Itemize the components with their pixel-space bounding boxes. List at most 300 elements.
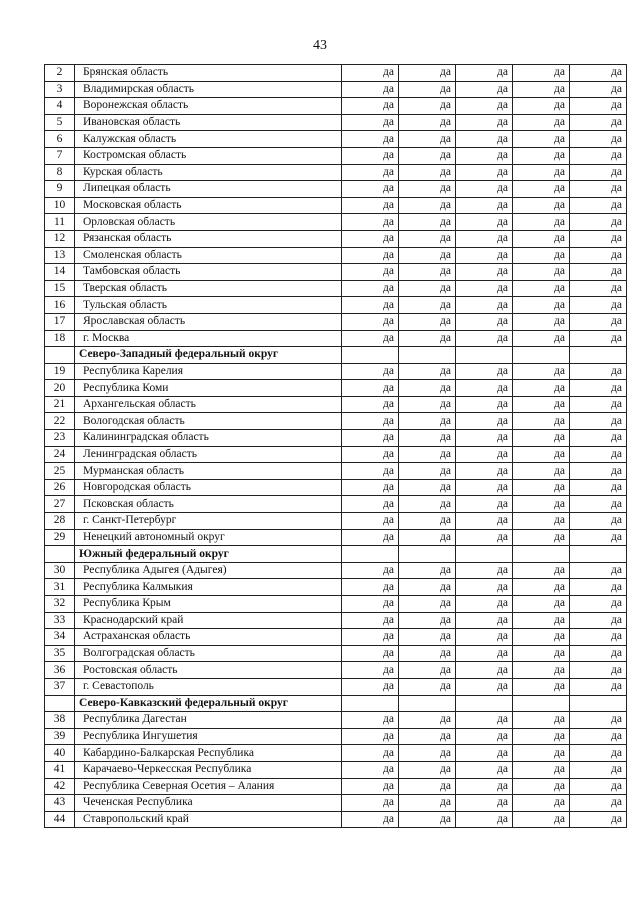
- region-name-cell: Ленинградская область: [75, 446, 342, 463]
- table-row: [45, 396, 627, 413]
- value-cell-3: да: [456, 430, 513, 447]
- value-cell-2: да: [399, 413, 456, 430]
- value-cell-3: да: [456, 264, 513, 281]
- value-cell-4: да: [513, 181, 570, 198]
- value-cell-1: да: [342, 131, 399, 148]
- region-name-cell: Чеченская Республика: [75, 795, 342, 812]
- value-cell-2: да: [399, 330, 456, 347]
- district-header-row: [45, 347, 627, 364]
- value-cell-1: да: [342, 479, 399, 496]
- row-number-cell: 4: [45, 98, 75, 115]
- value-cell-5: да: [570, 513, 627, 530]
- value-cell-1: да: [342, 778, 399, 795]
- table-row: [45, 197, 627, 214]
- row-number-cell: 27: [45, 496, 75, 513]
- value-cell-4: да: [513, 230, 570, 247]
- value-cell-2: да: [399, 297, 456, 314]
- value-cell-2: [399, 347, 456, 364]
- table-row: [45, 529, 627, 546]
- value-cell-2: да: [399, 264, 456, 281]
- value-cell-1: [342, 695, 399, 712]
- value-cell-3: [456, 347, 513, 364]
- row-number-cell: 36: [45, 662, 75, 679]
- table-row: [45, 479, 627, 496]
- value-cell-5: да: [570, 612, 627, 629]
- value-cell-4: да: [513, 496, 570, 513]
- value-cell-4: да: [513, 247, 570, 264]
- value-cell-2: да: [399, 662, 456, 679]
- value-cell-4: да: [513, 330, 570, 347]
- value-cell-2: да: [399, 65, 456, 82]
- value-cell-2: да: [399, 214, 456, 231]
- row-number-cell: 43: [45, 795, 75, 812]
- value-cell-3: да: [456, 313, 513, 330]
- row-number-cell: 3: [45, 81, 75, 98]
- table-row: [45, 280, 627, 297]
- region-name-cell: г. Санкт-Петербург: [75, 513, 342, 530]
- value-cell-5: да: [570, 396, 627, 413]
- table-row: [45, 496, 627, 513]
- table-body: [45, 65, 627, 828]
- table-row: [45, 363, 627, 380]
- row-number-cell: [45, 546, 75, 563]
- region-name-cell: Республика Калмыкия: [75, 579, 342, 596]
- value-cell-1: да: [342, 579, 399, 596]
- value-cell-2: да: [399, 446, 456, 463]
- value-cell-1: да: [342, 712, 399, 729]
- value-cell-5: да: [570, 811, 627, 828]
- district-name-cell: Южный федеральный округ: [75, 546, 342, 563]
- region-name-cell: Архангельская область: [75, 396, 342, 413]
- region-name-cell: Брянская область: [75, 65, 342, 82]
- value-cell-2: да: [399, 247, 456, 264]
- value-cell-4: да: [513, 811, 570, 828]
- table-row: [45, 662, 627, 679]
- value-cell-1: да: [342, 645, 399, 662]
- row-number-cell: 11: [45, 214, 75, 231]
- value-cell-2: да: [399, 280, 456, 297]
- district-header-row: [45, 695, 627, 712]
- row-number-cell: 29: [45, 529, 75, 546]
- value-cell-1: [342, 546, 399, 563]
- value-cell-5: да: [570, 330, 627, 347]
- region-name-cell: Тамбовская область: [75, 264, 342, 281]
- value-cell-2: да: [399, 579, 456, 596]
- value-cell-3: [456, 546, 513, 563]
- value-cell-1: [342, 347, 399, 364]
- value-cell-1: да: [342, 513, 399, 530]
- row-number-cell: 16: [45, 297, 75, 314]
- region-name-cell: Тульская область: [75, 297, 342, 314]
- region-name-cell: Ярославская область: [75, 313, 342, 330]
- value-cell-5: да: [570, 795, 627, 812]
- region-name-cell: г. Москва: [75, 330, 342, 347]
- table-row: [45, 795, 627, 812]
- table-row: [45, 745, 627, 762]
- value-cell-5: да: [570, 147, 627, 164]
- value-cell-5: да: [570, 778, 627, 795]
- table-row: [45, 778, 627, 795]
- region-name-cell: Рязанская область: [75, 230, 342, 247]
- value-cell-3: да: [456, 513, 513, 530]
- region-name-cell: Калужская область: [75, 131, 342, 148]
- value-cell-5: да: [570, 131, 627, 148]
- value-cell-1: да: [342, 662, 399, 679]
- region-name-cell: Воронежская область: [75, 98, 342, 115]
- value-cell-5: да: [570, 164, 627, 181]
- value-cell-3: да: [456, 247, 513, 264]
- table-row: [45, 164, 627, 181]
- value-cell-3: да: [456, 612, 513, 629]
- value-cell-3: да: [456, 98, 513, 115]
- region-name-cell: Карачаево-Черкесская Республика: [75, 761, 342, 778]
- region-name-cell: г. Севастополь: [75, 678, 342, 695]
- region-name-cell: Республика Карелия: [75, 363, 342, 380]
- value-cell-4: да: [513, 463, 570, 480]
- value-cell-2: да: [399, 363, 456, 380]
- value-cell-1: да: [342, 678, 399, 695]
- value-cell-4: да: [513, 596, 570, 613]
- value-cell-2: да: [399, 164, 456, 181]
- value-cell-2: да: [399, 645, 456, 662]
- value-cell-2: да: [399, 678, 456, 695]
- value-cell-2: да: [399, 181, 456, 198]
- value-cell-5: [570, 347, 627, 364]
- value-cell-5: да: [570, 181, 627, 198]
- region-name-cell: Ненецкий автономный округ: [75, 529, 342, 546]
- value-cell-4: да: [513, 430, 570, 447]
- value-cell-1: да: [342, 396, 399, 413]
- row-number-cell: 22: [45, 413, 75, 430]
- table-row: [45, 214, 627, 231]
- value-cell-4: да: [513, 313, 570, 330]
- value-cell-1: да: [342, 214, 399, 231]
- table-row: [45, 297, 627, 314]
- value-cell-2: да: [399, 147, 456, 164]
- value-cell-3: да: [456, 330, 513, 347]
- region-name-cell: Астраханская область: [75, 629, 342, 646]
- row-number-cell: 26: [45, 479, 75, 496]
- value-cell-3: да: [456, 645, 513, 662]
- value-cell-5: да: [570, 678, 627, 695]
- value-cell-1: да: [342, 596, 399, 613]
- row-number-cell: 15: [45, 280, 75, 297]
- value-cell-3: да: [456, 795, 513, 812]
- value-cell-1: да: [342, 430, 399, 447]
- value-cell-2: да: [399, 795, 456, 812]
- table-row: [45, 596, 627, 613]
- value-cell-4: да: [513, 297, 570, 314]
- value-cell-1: да: [342, 496, 399, 513]
- value-cell-2: да: [399, 496, 456, 513]
- value-cell-3: да: [456, 65, 513, 82]
- row-number-cell: 40: [45, 745, 75, 762]
- table-row: [45, 230, 627, 247]
- row-number-cell: 24: [45, 446, 75, 463]
- value-cell-1: да: [342, 98, 399, 115]
- table-row: [45, 645, 627, 662]
- row-number-cell: 18: [45, 330, 75, 347]
- region-name-cell: Псковская область: [75, 496, 342, 513]
- value-cell-4: да: [513, 662, 570, 679]
- value-cell-2: да: [399, 463, 456, 480]
- value-cell-2: да: [399, 380, 456, 397]
- value-cell-4: да: [513, 396, 570, 413]
- district-header-row: [45, 546, 627, 563]
- region-name-cell: Республика Крым: [75, 596, 342, 613]
- value-cell-2: да: [399, 778, 456, 795]
- value-cell-3: да: [456, 197, 513, 214]
- value-cell-5: да: [570, 297, 627, 314]
- value-cell-5: да: [570, 446, 627, 463]
- value-cell-1: да: [342, 529, 399, 546]
- value-cell-3: да: [456, 811, 513, 828]
- value-cell-1: да: [342, 197, 399, 214]
- value-cell-1: да: [342, 413, 399, 430]
- value-cell-1: да: [342, 147, 399, 164]
- value-cell-5: да: [570, 728, 627, 745]
- value-cell-3: да: [456, 463, 513, 480]
- value-cell-3: да: [456, 678, 513, 695]
- table-row: [45, 264, 627, 281]
- value-cell-3: да: [456, 214, 513, 231]
- value-cell-3: да: [456, 363, 513, 380]
- region-name-cell: Волгоградская область: [75, 645, 342, 662]
- row-number-cell: 42: [45, 778, 75, 795]
- row-number-cell: 23: [45, 430, 75, 447]
- value-cell-5: да: [570, 214, 627, 231]
- value-cell-1: да: [342, 363, 399, 380]
- value-cell-1: да: [342, 264, 399, 281]
- value-cell-2: да: [399, 81, 456, 98]
- value-cell-2: [399, 546, 456, 563]
- value-cell-3: да: [456, 81, 513, 98]
- value-cell-3: да: [456, 297, 513, 314]
- value-cell-5: да: [570, 596, 627, 613]
- value-cell-4: да: [513, 81, 570, 98]
- value-cell-3: да: [456, 745, 513, 762]
- value-cell-5: да: [570, 662, 627, 679]
- value-cell-2: да: [399, 396, 456, 413]
- value-cell-4: да: [513, 197, 570, 214]
- row-number-cell: 35: [45, 645, 75, 662]
- table-row: [45, 446, 627, 463]
- value-cell-1: да: [342, 811, 399, 828]
- value-cell-5: да: [570, 114, 627, 131]
- region-name-cell: Ростовская область: [75, 662, 342, 679]
- value-cell-1: да: [342, 65, 399, 82]
- value-cell-5: да: [570, 65, 627, 82]
- table-row: [45, 413, 627, 430]
- region-name-cell: Республика Северная Осетия – Алания: [75, 778, 342, 795]
- value-cell-5: да: [570, 645, 627, 662]
- value-cell-2: [399, 695, 456, 712]
- table-row: [45, 330, 627, 347]
- region-name-cell: Республика Адыгея (Адыгея): [75, 562, 342, 579]
- region-name-cell: Ставропольский край: [75, 811, 342, 828]
- value-cell-1: да: [342, 463, 399, 480]
- row-number-cell: 19: [45, 363, 75, 380]
- value-cell-1: да: [342, 164, 399, 181]
- table-row: [45, 98, 627, 115]
- table-row: [45, 380, 627, 397]
- value-cell-5: да: [570, 745, 627, 762]
- value-cell-4: да: [513, 712, 570, 729]
- value-cell-1: да: [342, 629, 399, 646]
- value-cell-1: да: [342, 761, 399, 778]
- value-cell-2: да: [399, 745, 456, 762]
- value-cell-3: да: [456, 562, 513, 579]
- value-cell-2: да: [399, 596, 456, 613]
- table-row: [45, 612, 627, 629]
- value-cell-3: да: [456, 380, 513, 397]
- value-cell-1: да: [342, 313, 399, 330]
- value-cell-4: да: [513, 678, 570, 695]
- value-cell-4: да: [513, 579, 570, 596]
- region-name-cell: Республика Коми: [75, 380, 342, 397]
- district-name-cell: Северо-Кавказский федеральный округ: [75, 695, 342, 712]
- value-cell-2: да: [399, 629, 456, 646]
- value-cell-4: да: [513, 513, 570, 530]
- value-cell-3: да: [456, 131, 513, 148]
- value-cell-1: да: [342, 728, 399, 745]
- row-number-cell: 10: [45, 197, 75, 214]
- regions-table: [44, 64, 627, 828]
- row-number-cell: 41: [45, 761, 75, 778]
- value-cell-2: да: [399, 313, 456, 330]
- value-cell-3: да: [456, 230, 513, 247]
- value-cell-4: да: [513, 164, 570, 181]
- value-cell-4: да: [513, 778, 570, 795]
- value-cell-4: да: [513, 795, 570, 812]
- value-cell-2: да: [399, 562, 456, 579]
- row-number-cell: 5: [45, 114, 75, 131]
- region-name-cell: Липецкая область: [75, 181, 342, 198]
- row-number-cell: 6: [45, 131, 75, 148]
- row-number-cell: 33: [45, 612, 75, 629]
- value-cell-2: да: [399, 612, 456, 629]
- value-cell-2: да: [399, 712, 456, 729]
- value-cell-2: да: [399, 513, 456, 530]
- table-row: [45, 81, 627, 98]
- value-cell-1: да: [342, 380, 399, 397]
- value-cell-2: да: [399, 197, 456, 214]
- region-name-cell: Тверская область: [75, 280, 342, 297]
- value-cell-4: да: [513, 363, 570, 380]
- row-number-cell: 38: [45, 712, 75, 729]
- row-number-cell: 28: [45, 513, 75, 530]
- table-row: [45, 463, 627, 480]
- table-row: [45, 181, 627, 198]
- row-number-cell: 31: [45, 579, 75, 596]
- value-cell-5: да: [570, 430, 627, 447]
- value-cell-2: да: [399, 114, 456, 131]
- value-cell-1: да: [342, 81, 399, 98]
- value-cell-1: да: [342, 330, 399, 347]
- region-name-cell: Московская область: [75, 197, 342, 214]
- value-cell-5: да: [570, 313, 627, 330]
- row-number-cell: 9: [45, 181, 75, 198]
- value-cell-4: да: [513, 413, 570, 430]
- region-name-cell: Краснодарский край: [75, 612, 342, 629]
- region-name-cell: Калининградская область: [75, 430, 342, 447]
- value-cell-4: да: [513, 479, 570, 496]
- value-cell-1: да: [342, 446, 399, 463]
- value-cell-5: да: [570, 562, 627, 579]
- value-cell-4: [513, 695, 570, 712]
- value-cell-5: да: [570, 413, 627, 430]
- value-cell-3: да: [456, 496, 513, 513]
- value-cell-5: да: [570, 712, 627, 729]
- value-cell-1: да: [342, 280, 399, 297]
- region-name-cell: Курская область: [75, 164, 342, 181]
- value-cell-2: да: [399, 98, 456, 115]
- value-cell-1: да: [342, 114, 399, 131]
- value-cell-3: да: [456, 446, 513, 463]
- value-cell-3: [456, 695, 513, 712]
- value-cell-5: [570, 546, 627, 563]
- table-row: [45, 313, 627, 330]
- value-cell-4: [513, 546, 570, 563]
- value-cell-4: да: [513, 761, 570, 778]
- value-cell-5: да: [570, 81, 627, 98]
- page-number: 43: [313, 38, 327, 53]
- table-row: [45, 728, 627, 745]
- row-number-cell: 7: [45, 147, 75, 164]
- value-cell-3: да: [456, 761, 513, 778]
- value-cell-5: да: [570, 579, 627, 596]
- region-name-cell: Костромская область: [75, 147, 342, 164]
- table-row: [45, 562, 627, 579]
- value-cell-2: да: [399, 761, 456, 778]
- row-number-cell: 13: [45, 247, 75, 264]
- table-row: [45, 131, 627, 148]
- region-name-cell: Владимирская область: [75, 81, 342, 98]
- value-cell-3: да: [456, 712, 513, 729]
- value-cell-2: да: [399, 230, 456, 247]
- table-row: [45, 65, 627, 82]
- value-cell-3: да: [456, 396, 513, 413]
- value-cell-4: да: [513, 745, 570, 762]
- value-cell-3: да: [456, 164, 513, 181]
- value-cell-3: да: [456, 579, 513, 596]
- value-cell-3: да: [456, 114, 513, 131]
- value-cell-1: да: [342, 795, 399, 812]
- value-cell-1: да: [342, 181, 399, 198]
- value-cell-5: да: [570, 197, 627, 214]
- row-number-cell: 34: [45, 629, 75, 646]
- region-name-cell: Ивановская область: [75, 114, 342, 131]
- value-cell-5: да: [570, 247, 627, 264]
- table-row: [45, 513, 627, 530]
- row-number-cell: 17: [45, 313, 75, 330]
- value-cell-4: да: [513, 114, 570, 131]
- row-number-cell: 32: [45, 596, 75, 613]
- region-name-cell: Мурманская область: [75, 463, 342, 480]
- table-row: [45, 761, 627, 778]
- value-cell-5: да: [570, 264, 627, 281]
- table-row: [45, 114, 627, 131]
- row-number-cell: 30: [45, 562, 75, 579]
- value-cell-4: [513, 347, 570, 364]
- value-cell-5: да: [570, 280, 627, 297]
- value-cell-5: да: [570, 363, 627, 380]
- value-cell-4: да: [513, 280, 570, 297]
- region-name-cell: Новгородская область: [75, 479, 342, 496]
- value-cell-4: да: [513, 214, 570, 231]
- value-cell-4: да: [513, 529, 570, 546]
- value-cell-3: да: [456, 778, 513, 795]
